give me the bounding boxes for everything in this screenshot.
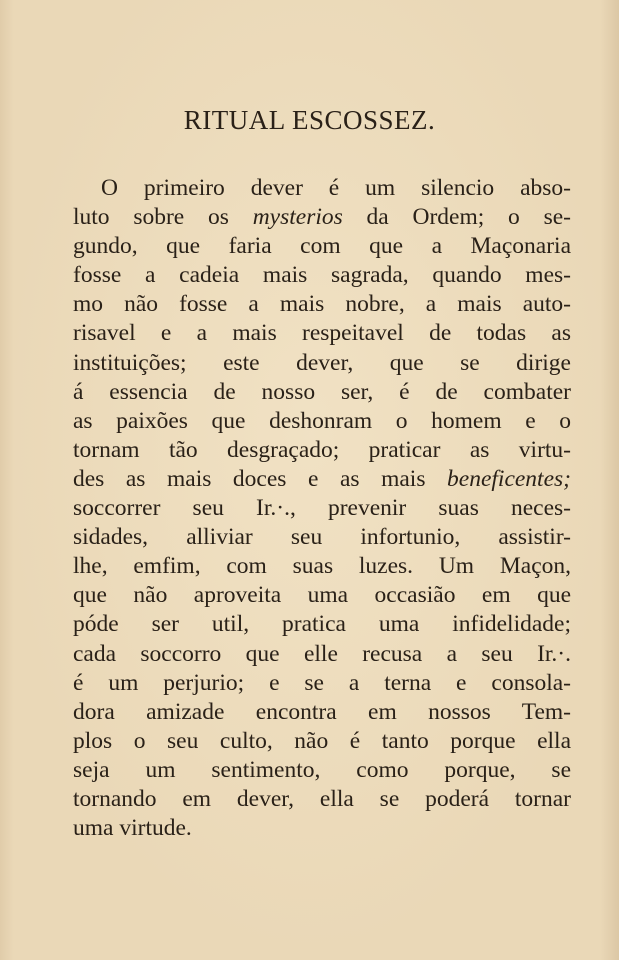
- text-line: póde ser util, pratica uma infidelidade;: [73, 611, 571, 638]
- text-line: O primeiro dever é um silencio abso-: [101, 175, 571, 201]
- text-line: lhe, emfim, com suas luzes. Um Maçon,: [73, 553, 571, 580]
- text-line: tornando em dever, ella se poderá tornar: [73, 785, 571, 812]
- italic-word: mysterios: [252, 204, 343, 231]
- text-line: dora amizade encontra em nossos Tem-: [73, 698, 571, 725]
- text-line: fosse a cadeia mais sagrada, quando mes-: [73, 262, 571, 289]
- text-line: uma virtude.: [73, 815, 192, 842]
- italic-word: beneficentes;: [447, 465, 571, 492]
- text-line: plos o seu culto, não é tanto porque ella: [73, 727, 571, 754]
- text-line: é um perjurio; e se a terna e consola-: [73, 669, 571, 696]
- text-line: cada soccorro que elle recusa a seu Ir.·.: [73, 640, 571, 667]
- paragraph: [73, 174, 571, 843]
- text-line: des as mais doces e as mais beneficentes;: [73, 465, 571, 492]
- text-line: que não aproveita uma occasião em que: [73, 582, 571, 609]
- text-line: risavel e a mais respeitavel de todas as: [73, 320, 571, 347]
- text-line: sidades, alliviar seu infortunio, assistir-: [73, 524, 571, 551]
- text-line: gundo, que faria com que a Maçonaria: [73, 233, 571, 260]
- text-line: mo não fosse a mais nobre, a mais auto-: [73, 291, 571, 318]
- text-line: soccorrer seu Ir.·., prevenir suas neces-: [73, 495, 571, 522]
- text-line: á essencia de nosso ser, é de combater: [73, 378, 571, 405]
- text-line: luto sobre os mysterios da Ordem; o se-: [73, 204, 571, 231]
- text-line: as paixões que deshonram o homem e o: [73, 407, 571, 434]
- text-line: tornam tão desgraçado; praticar as virtu-: [73, 436, 571, 463]
- page-header: RITUAL ESCOSSEZ.: [183, 105, 436, 135]
- text-line: seja um sentimento, como porque, se: [73, 756, 571, 783]
- text-line: instituições; este dever, que se dirige: [73, 349, 571, 376]
